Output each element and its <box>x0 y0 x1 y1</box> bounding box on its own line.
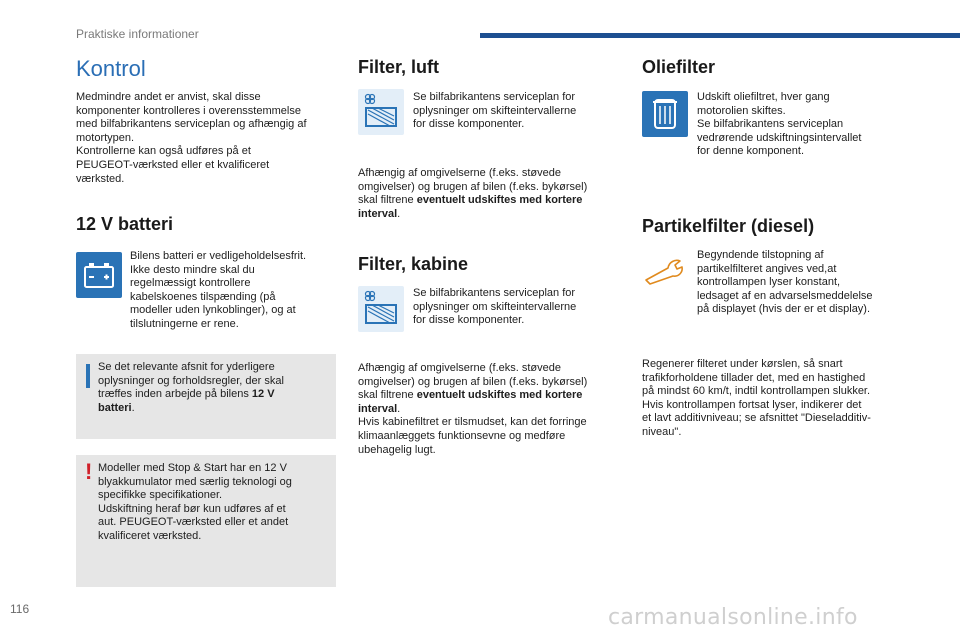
filter-luft-body-end: . <box>397 207 401 220</box>
column-kontrol <box>76 50 336 186</box>
running-header: Praktiske informationer <box>76 27 199 41</box>
filter-luft-body <box>358 167 620 221</box>
info-note-text-main: Se det relevante afsnit for yderligere oplysninger og forholdsregler, der skal træffes inden arbejde på bilens <box>98 361 284 401</box>
info-icon <box>86 364 90 388</box>
header-bar <box>480 33 960 38</box>
batteri-title: 12 V batteri <box>76 214 174 234</box>
warning-note-text: Modeller med Stop & Start har en 12 V blyakkumulator med særlig teknologi og specifikke specifikationer. Udskiftning heraf bør kun udføres af et aut. PEUGEOT-værksted eller et andet kvalificeret værksted. <box>98 462 292 542</box>
info-note-text-bold: 12 V batteri <box>98 388 275 414</box>
filter-luft-text: Se bilfabrikantens serviceplan for oplysninger om skifteintervallerne for disse komponenter. <box>413 91 577 131</box>
filter-luft-title: Filter, luft <box>358 57 439 77</box>
oliefilter-title: Oliefilter <box>642 57 716 77</box>
info-note <box>76 354 336 439</box>
partikelfilter-title: Partikelfilter (diesel) <box>642 216 815 236</box>
filter-luft-body-main: Afhængig af omgivelserne (f.eks. støvede omgivelser) og brugen af bilen (f.eks. bykørsel) skal filtrene <box>358 167 588 207</box>
filter-kabine-text: Se bilfabrikantens serviceplan for oplysninger om skifteintervallerne for disse komponenter. <box>413 287 577 327</box>
filter-kabine-body-end: . Hvis kabinefiltret er tilsmudset, kan det forringe klimaanlæggets funktionsevne og medføre ubehagelig lugt. <box>358 402 587 456</box>
filter-kabine-body-bold: eventuelt udskiftes med kortere interval <box>358 389 583 415</box>
watermark: carmanualsonline.info <box>608 605 858 630</box>
warning-icon: ! <box>85 459 93 484</box>
filter-luft-body-bold: eventuelt udskiftes med kortere interval <box>358 194 583 220</box>
oliefilter-text: Udskift oliefiltret, hver gang motorolien skiftes. Se bilfabrikantens serviceplan vedrørende udskiftningsintervallet for denne komponent. <box>697 91 862 158</box>
partikelfilter-body: Regenerer filteret under kørslen, så snart trafikforholdene tillader det, med en hastighed på mindst 60 km/t, indtil kontrollampen slukker. Hvis kontrollampen fortsat lyser, indikerer det et lavt additivniveau; se afsnittet "Dieseladditiv- niveau". <box>642 358 871 438</box>
info-note-text <box>98 361 326 415</box>
batteri-text: Bilens batteri er vedligeholdelsesfrit. Ikke desto mindre skal du regelmæssigt kontrollere kabelskoenes tilspænding (på modeller uden lynkoblinger), og at tilslutningerne er rene. <box>130 250 307 330</box>
air-filter-icon <box>358 89 404 135</box>
filter-kabine-title: Filter, kabine <box>358 254 469 274</box>
kontrol-body: Medmindre andet er anvist, skal disse komponenter kontrolleres i overensstemmelse med bilfabrikantens serviceplan og afhængig af motortypen. Kontrollerne kan også udføres på et PEUGEOT-værksted eller et kvalificeret værksted. <box>76 91 307 185</box>
warning-note <box>76 455 336 587</box>
page-number: 116 <box>10 602 30 616</box>
filter-kabine-body <box>358 362 620 457</box>
wrench-icon <box>642 254 688 288</box>
battery-icon <box>76 252 122 298</box>
oil-filter-icon <box>642 91 688 137</box>
info-note-text-end: . <box>131 401 135 414</box>
kontrol-title: Kontrol <box>76 56 146 81</box>
cabin-filter-icon <box>358 286 404 332</box>
partikelfilter-text: Begyndende tilstopning af partikelfilteret angives ved,at kontrollampen lyser konstant, ledsaget af en advarselsmeddelelse på displayet (hvis der er et display). <box>697 249 873 316</box>
filter-kabine-body-main: Afhængig af omgivelserne (f.eks. støvede omgivelser) og brugen af bilen (f.eks. bykørsel) skal filtrene <box>358 362 588 402</box>
